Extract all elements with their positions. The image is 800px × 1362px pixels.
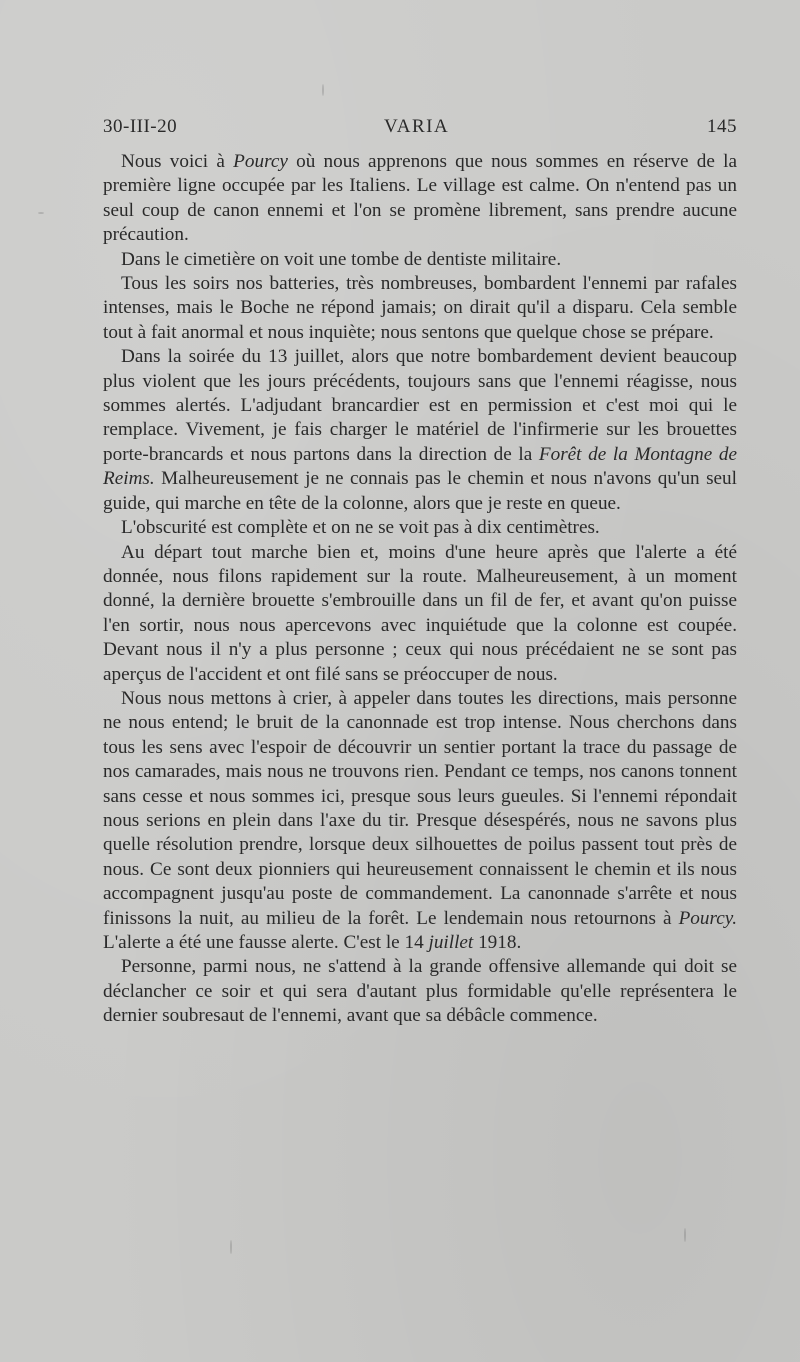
- place-name: Pourcy.: [678, 907, 737, 929]
- paragraph-6: Au départ tout marche bien et, moins d'une heure après que l'alerte a été donnée, nous filons rapidement sur la route. Malheureusement, à un moment donné, la dernière brouette s'embrouille dans un fil de fer, et avant qu'on puisse l'en sortir, nous nous apercevons avec inquiétude que la colonne est coupée. Devant nous il n'y a plus personne ; ceux qui nous précédaient ne se sont pas aperçus de l'accident et ont filé sans se préoccuper de nous.: [103, 541, 737, 685]
- paragraph-8: Personne, parmi nous, ne s'attend à la grande offensive allemande qui doit se déclancher ce soir et qui sera d'autant plus formidable qu'elle représentera le dernier soubresaut de l'ennemi, avant que sa débâcle commence.: [103, 956, 737, 1027]
- ink-speck: [684, 1228, 686, 1242]
- place-name: Pourcy: [233, 151, 288, 172]
- header-section-title: VARIA: [384, 116, 450, 137]
- paragraph-7: Nous nous mettons à crier, à appeler dans toutes les directions, mais personne ne nous entend; le bruit de la canonnade est trop intense. Nous cherchons dans tous les sens avec l'espoir de découvrir un sentier portant la trace du passage de nos camarades, mais nous ne trouvons rien. Pendant ce temps, nos canons tonnent sans cesse et nous sommes ici, presque sous leurs gueules. Si l'ennemi répondait nous serions en plein dans l'axe du tir. Presque désespérés, nous ne savons plus quelle résolution prendre, lorsque deux silhouettes de poilus passent tout près de nous. Ce sont deux pionniers qui heureusement connaissent le chemin et ils nous accompagnent jusqu'au poste de commandement. La canonnade s'arrête et nous finissons la nuit, au milieu de la forêt. Le lendemain nous retournons à Pourcy. L'alerte a été une fausse alerte. C'est le 14 juillet 1918.: [103, 687, 737, 953]
- body-text: [103, 150, 737, 1029]
- date-emphasis: juillet: [428, 932, 474, 953]
- paragraph-1: Nous voici à Pourcy où nous apprenons que nous sommes en réserve de la première ligne occupée par les Italiens. Le village est calme. On n'entend pas un seul coup de canon ennemi et l'on se promène librement, sans prendre aucune précaution.: [103, 151, 737, 246]
- running-header: [103, 116, 737, 144]
- place-name: Forêt de la Montagne de Reims.: [103, 443, 737, 490]
- ink-speck: [230, 1240, 232, 1254]
- header-date: 30-III-20: [103, 116, 178, 137]
- paragraph-5: L'obscurité est complète et on ne se voit pas à dix centimètres.: [121, 517, 600, 539]
- paragraph-4: Dans la soirée du 13 juillet, alors que notre bombardement devient beaucoup plus violent que les jours précédents, toujours sans que l'ennemi réagisse, nous sommes alertés. L'adjudant brancardier est en permission et c'est moi qui le remplace. Vivement, je fais charger le matériel de l'infirmerie sur les brouettes porte-brancards et nous partons dans la direction de la Forêt de la Montagne de Reims. Malheureusement je ne connais pas le chemin et nous n'avons qu'un seul guide, qui marche en tête de la colonne, alors que je reste en queue.: [103, 346, 737, 514]
- paragraph-3: Tous les soirs nos batteries, très nombreuses, bombardent l'ennemi par rafales intenses, mais le Boche ne répond jamais; on dirait qu'il a disparu. Cela semble tout à fait anormal et nous inquiète; nous sentons que quelque chose se prépare.: [103, 273, 737, 343]
- paragraph-2: Dans le cimetière on voit une tombe de dentiste militaire.: [121, 248, 562, 270]
- ink-speck: [38, 212, 44, 214]
- ink-speck: [322, 84, 324, 96]
- page-number: 145: [707, 116, 737, 137]
